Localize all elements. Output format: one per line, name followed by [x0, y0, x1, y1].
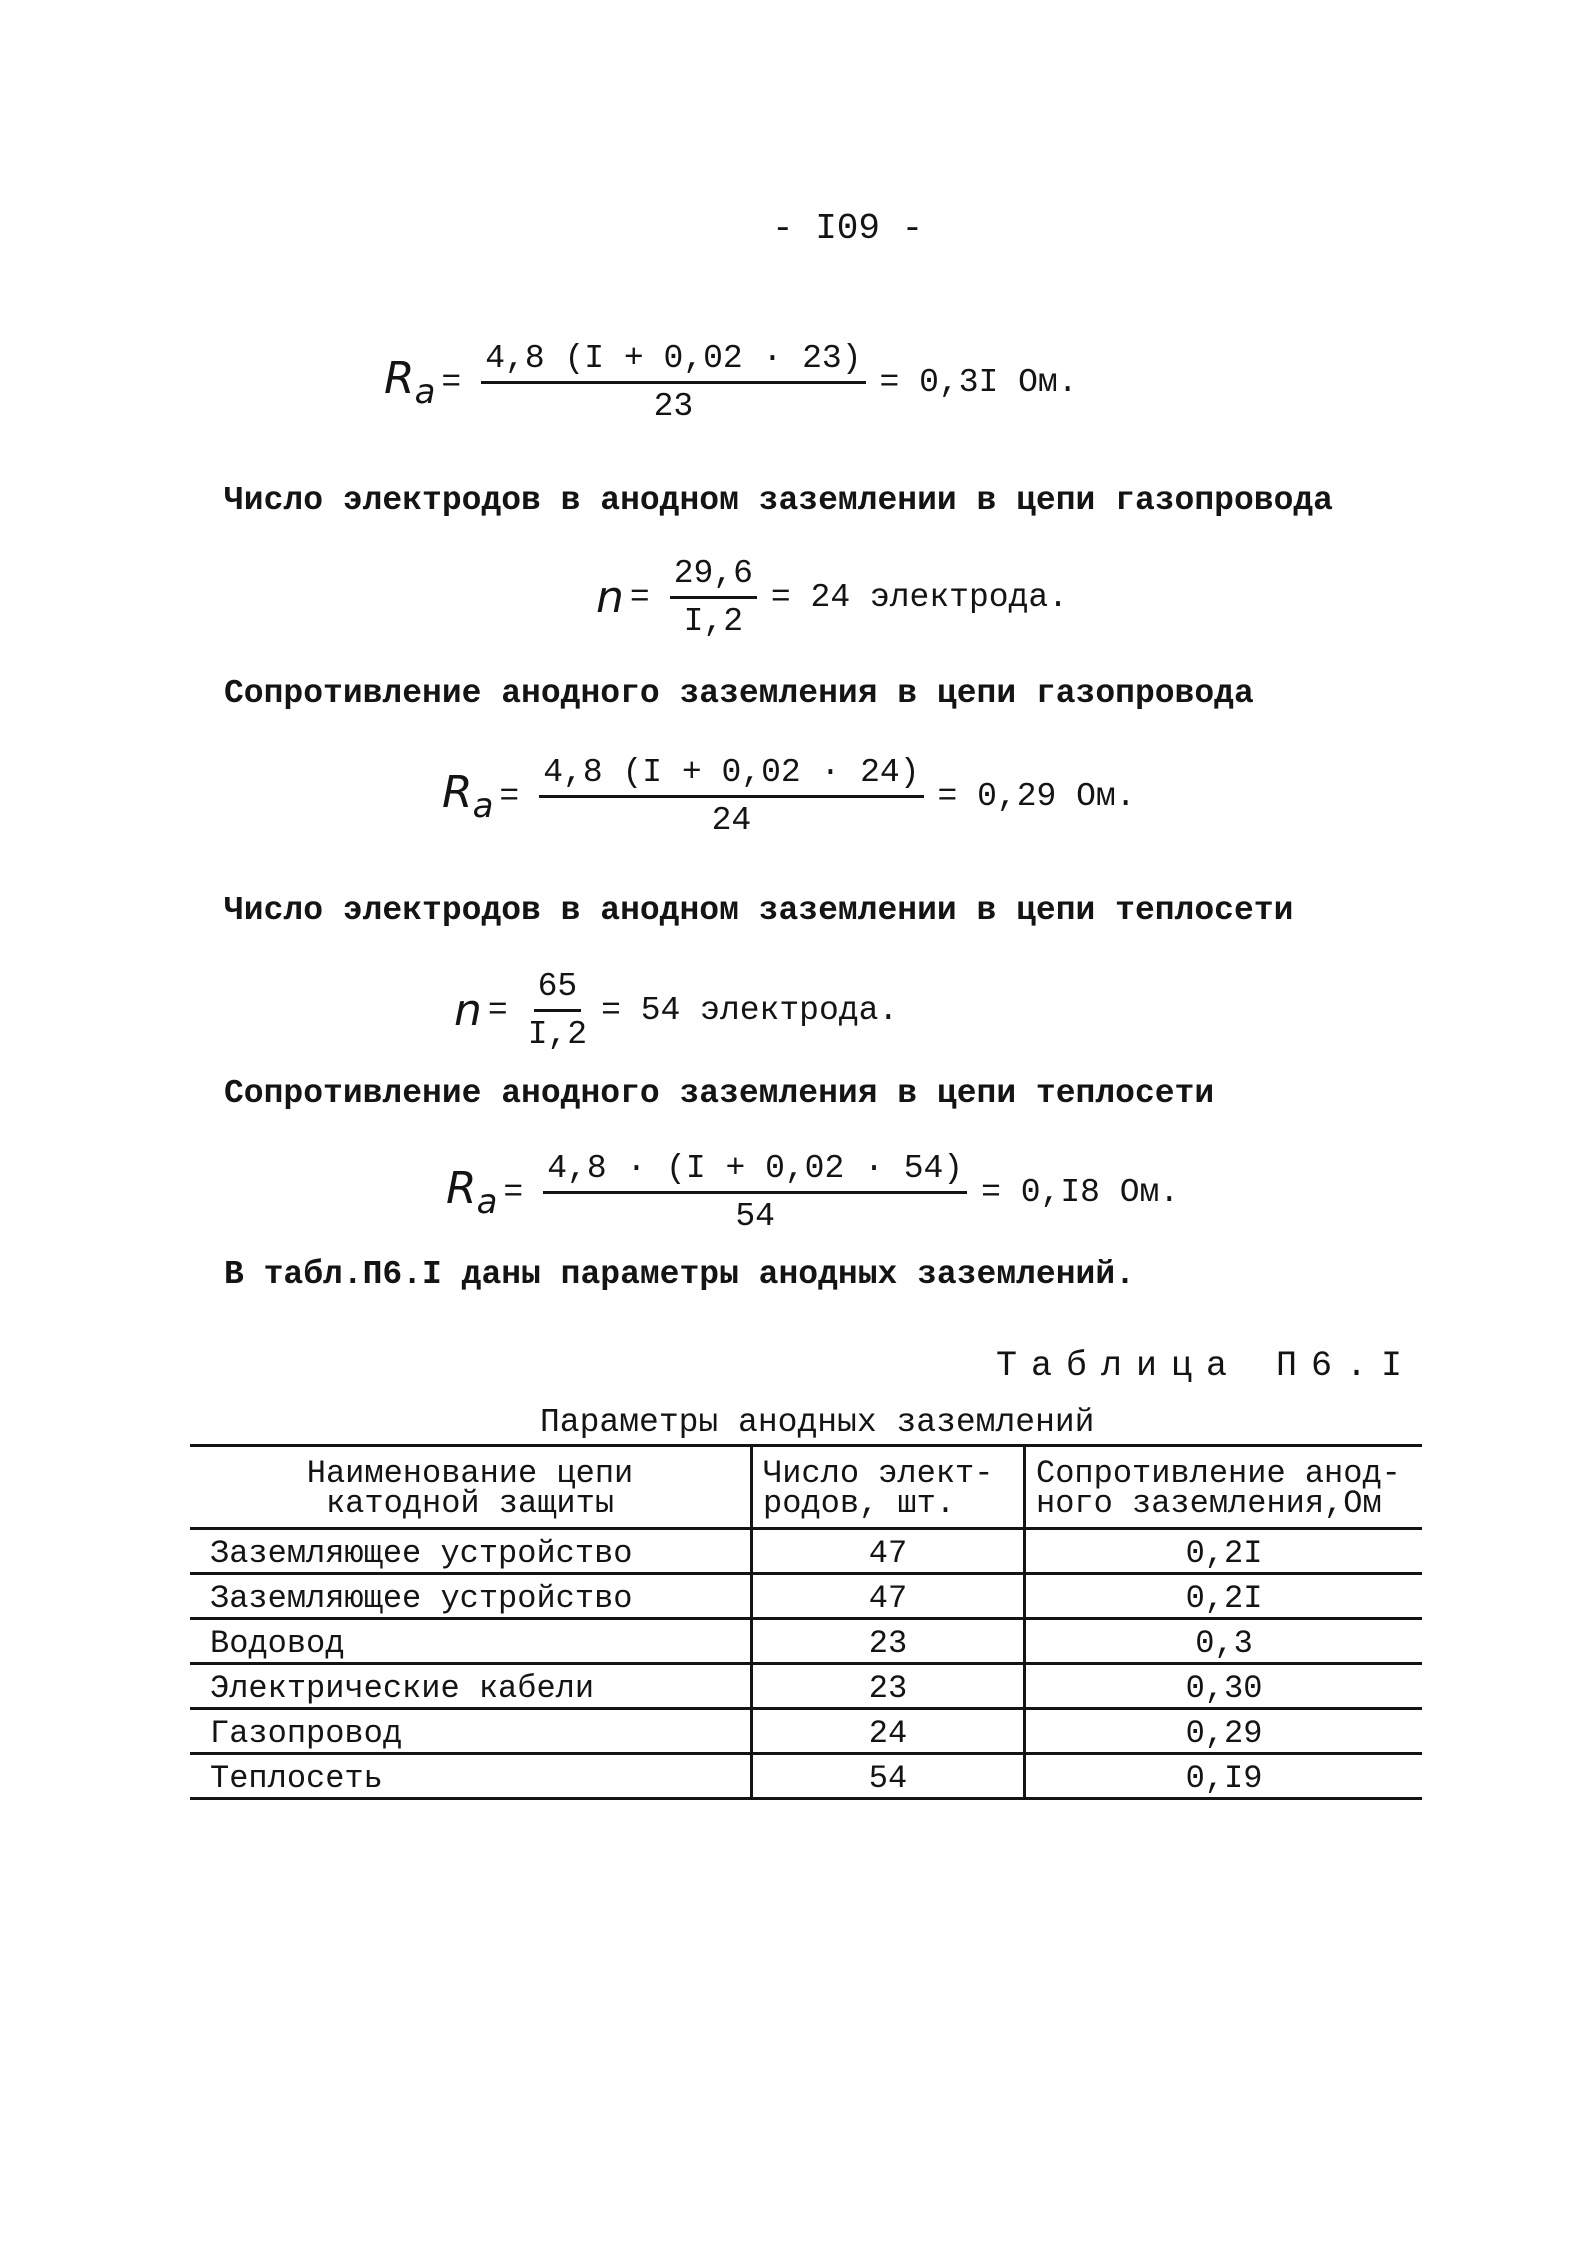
cell-circuit-name: Электрические кабели: [190, 1664, 752, 1709]
cell-electrode-count: 23: [752, 1664, 1025, 1709]
paragraph-resistance-heat: Сопротивление анодного заземления в цепи теплосети: [224, 1075, 1215, 1112]
formula-lhs: $R_a$: [446, 1163, 498, 1222]
cell-circuit-name: Теплосеть: [190, 1754, 752, 1799]
table-row: [190, 1529, 1422, 1574]
cell-circuit-name: Водовод: [190, 1619, 752, 1664]
cell-circuit-name: Заземляющее устройство: [190, 1529, 752, 1574]
header-circuit-name: Наименование цепи катодной защиты: [190, 1446, 752, 1529]
formula-ra-23: [384, 340, 1078, 425]
table-row: [190, 1709, 1422, 1754]
page-number: - I09 -: [772, 208, 924, 249]
fraction-numerator: 4,8 · (I + 0,02 · 54): [543, 1150, 967, 1194]
cell-electrode-count: 24: [752, 1709, 1025, 1754]
table-header-row: [190, 1446, 1422, 1529]
cell-electrode-count: 54: [752, 1754, 1025, 1799]
fraction-numerator: 4,8 (I + 0,02 · 24): [539, 754, 923, 798]
paragraph-electrodes-gas: Число электродов в анодном заземлении в цепи газопровода: [224, 482, 1333, 519]
fraction-denominator: 24: [711, 802, 752, 839]
formula-lhs: $R_a$: [442, 767, 494, 826]
header-resistance: Сопротивление анод- ного заземления,Ом: [1025, 1446, 1423, 1529]
fraction: [543, 1150, 967, 1235]
table-row: [190, 1619, 1422, 1664]
cell-resistance: 0,2I: [1025, 1574, 1423, 1619]
formula-n-heat: [454, 968, 898, 1053]
cell-circuit-name: Заземляющее устройство: [190, 1574, 752, 1619]
table-label: Таблица П6.I: [995, 1346, 1416, 1386]
fraction: [481, 340, 865, 425]
cell-electrode-count: 47: [752, 1574, 1025, 1619]
fraction: [539, 754, 923, 839]
equals-sign: =: [499, 778, 520, 815]
cell-resistance: 0,29: [1025, 1709, 1423, 1754]
paragraph-electrodes-heat: Число электродов в анодном заземлении в цепи теплосети: [224, 892, 1294, 929]
fraction-numerator: 65: [534, 968, 582, 1012]
formula-ra-24: [442, 754, 1136, 839]
parameters-table: [190, 1444, 1422, 1800]
table-row: [190, 1574, 1422, 1619]
cell-electrode-count: 47: [752, 1529, 1025, 1574]
formula-lhs: $R_a$: [384, 353, 436, 412]
equals-sign: =: [441, 364, 462, 401]
formula-result: = 24 электрода.: [770, 579, 1068, 616]
equals-sign: =: [629, 579, 650, 616]
equals-sign: =: [487, 992, 508, 1029]
cell-resistance: 0,I9: [1025, 1754, 1423, 1799]
fraction: [528, 968, 587, 1053]
cell-electrode-count: 23: [752, 1619, 1025, 1664]
formula-n-gas: [596, 555, 1068, 640]
cell-circuit-name: Газопровод: [190, 1709, 752, 1754]
cell-resistance: 0,2I: [1025, 1529, 1423, 1574]
header-electrode-count: Число элект- родов, шт.: [752, 1446, 1025, 1529]
paragraph-table-ref: В табл.П6.I даны параметры анодных заземлений.: [224, 1256, 1135, 1293]
table-title: Параметры анодных заземлений: [540, 1404, 1095, 1441]
fraction-denominator: I,2: [527, 1016, 588, 1053]
table-row: [190, 1664, 1422, 1709]
formula-result: = 0,I8 Ом.: [981, 1174, 1180, 1211]
formula-result: = 54 электрода.: [601, 992, 899, 1029]
fraction-numerator: 29,6: [670, 555, 757, 599]
fraction-denominator: 54: [735, 1198, 775, 1235]
formula-result: = 0,3I Ом.: [879, 364, 1078, 401]
formula-ra-54: [446, 1150, 1179, 1235]
cell-resistance: 0,3: [1025, 1619, 1423, 1664]
formula-lhs: n: [454, 985, 482, 1036]
table-row: [190, 1754, 1422, 1799]
equals-sign: =: [503, 1174, 524, 1211]
fraction-numerator: 4,8 (I + 0,02 · 23): [481, 340, 865, 384]
fraction-denominator: I,2: [683, 603, 744, 640]
formula-lhs: n: [596, 572, 624, 623]
paragraph-resistance-gas: Сопротивление анодного заземления в цепи газопровода: [224, 675, 1254, 712]
fraction: [670, 555, 757, 640]
formula-result: = 0,29 Ом.: [937, 778, 1136, 815]
fraction-denominator: 23: [653, 388, 694, 425]
cell-resistance: 0,30: [1025, 1664, 1423, 1709]
